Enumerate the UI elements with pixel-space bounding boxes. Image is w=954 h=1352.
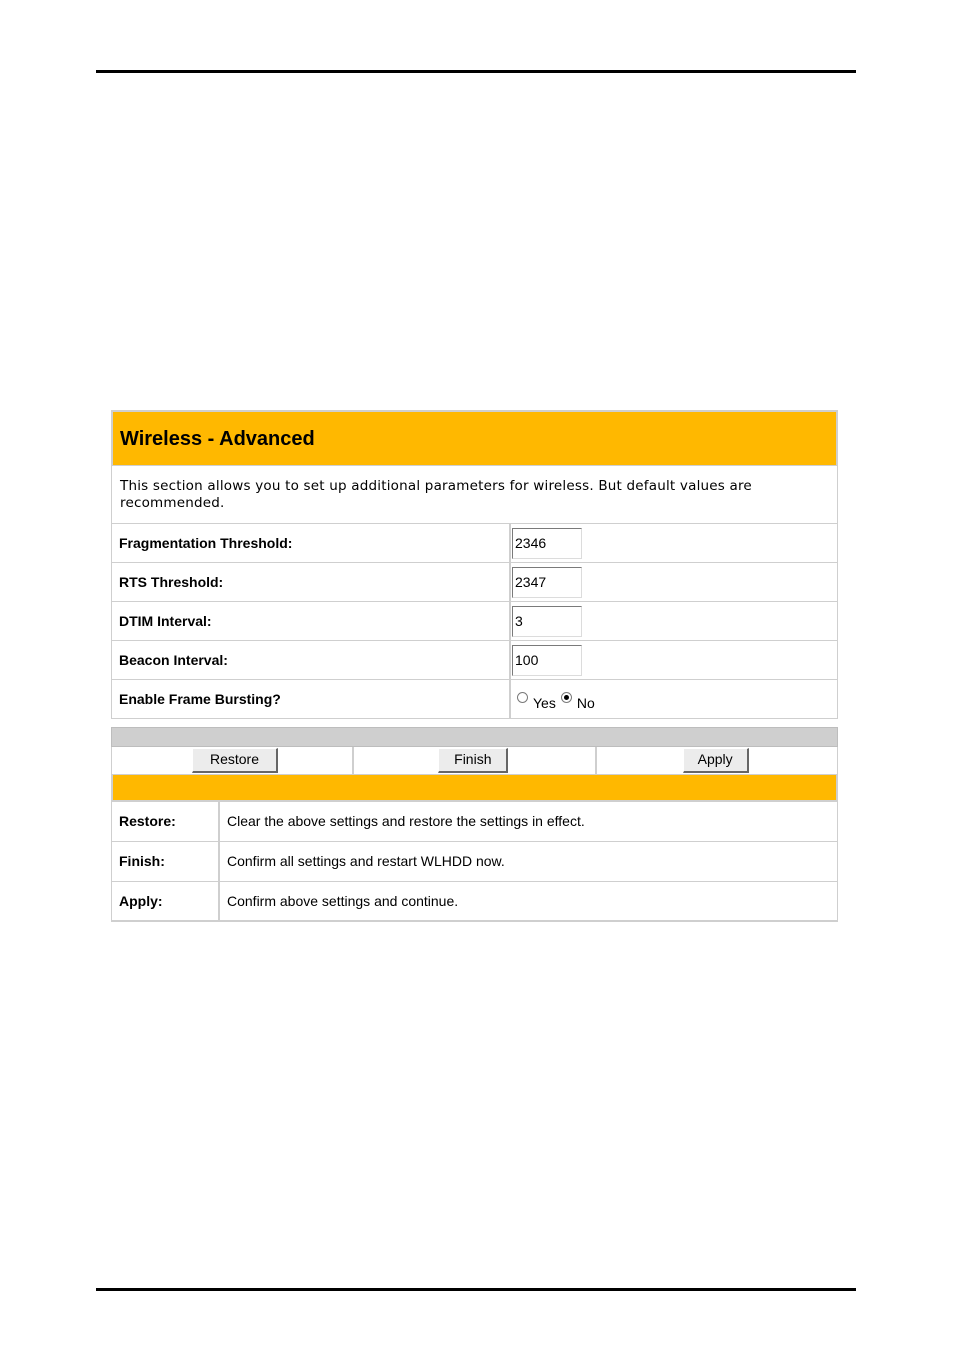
dtim-interval-input[interactable]: 3: [512, 606, 582, 637]
beacon-interval-row: [111, 641, 838, 680]
frame-bursting-label: Enable Frame Bursting?: [112, 680, 511, 718]
beacon-interval-label: Beacon Interval:: [112, 641, 511, 679]
button-bar-header: [111, 727, 838, 747]
page-bottom-rule: [96, 1288, 856, 1291]
frame-bursting-row: [111, 680, 838, 719]
frame-bursting-no-label: No: [576, 695, 595, 711]
help-key: Restore:: [112, 802, 220, 841]
button-row: [111, 747, 838, 775]
help-row-finish: [111, 842, 838, 882]
help-key: Apply:: [112, 882, 220, 920]
help-text: Confirm above settings and continue.: [227, 893, 459, 909]
dtim-interval-row: [111, 602, 838, 641]
restore-button[interactable]: Restore: [192, 748, 278, 773]
fragmentation-threshold-label: Fragmentation Threshold:: [112, 524, 511, 562]
help-text: Clear the above settings and restore the settings in effect.: [227, 813, 585, 829]
rts-threshold-label: RTS Threshold:: [112, 563, 511, 601]
frame-bursting-no-radio[interactable]: [561, 692, 572, 703]
panel-header: [111, 410, 838, 466]
help-row-apply: [111, 882, 838, 922]
section-description: This section allows you to set up additional parameters for wireless. But default values are recommended.: [111, 466, 838, 524]
apply-button[interactable]: Apply: [683, 748, 749, 773]
help-section-header: [111, 775, 838, 802]
fragmentation-threshold-row: [111, 524, 838, 563]
dtim-interval-label: DTIM Interval:: [112, 602, 511, 640]
frame-bursting-yes-radio[interactable]: [517, 692, 528, 703]
wireless-advanced-panel: [111, 410, 838, 922]
help-row-restore: [111, 802, 838, 842]
help-key: Finish:: [112, 842, 220, 881]
rts-threshold-row: [111, 563, 838, 602]
rts-threshold-input[interactable]: 2347: [512, 567, 582, 598]
finish-button[interactable]: Finish: [438, 748, 508, 773]
fragmentation-threshold-input[interactable]: 2346: [512, 528, 582, 559]
frame-bursting-radio-group: [517, 692, 600, 711]
page-title: Wireless - Advanced: [120, 428, 315, 450]
beacon-interval-input[interactable]: 100: [512, 645, 582, 676]
help-text: Confirm all settings and restart WLHDD now.: [227, 853, 505, 869]
frame-bursting-yes-label: Yes: [533, 695, 556, 711]
page-top-rule: [96, 70, 856, 73]
